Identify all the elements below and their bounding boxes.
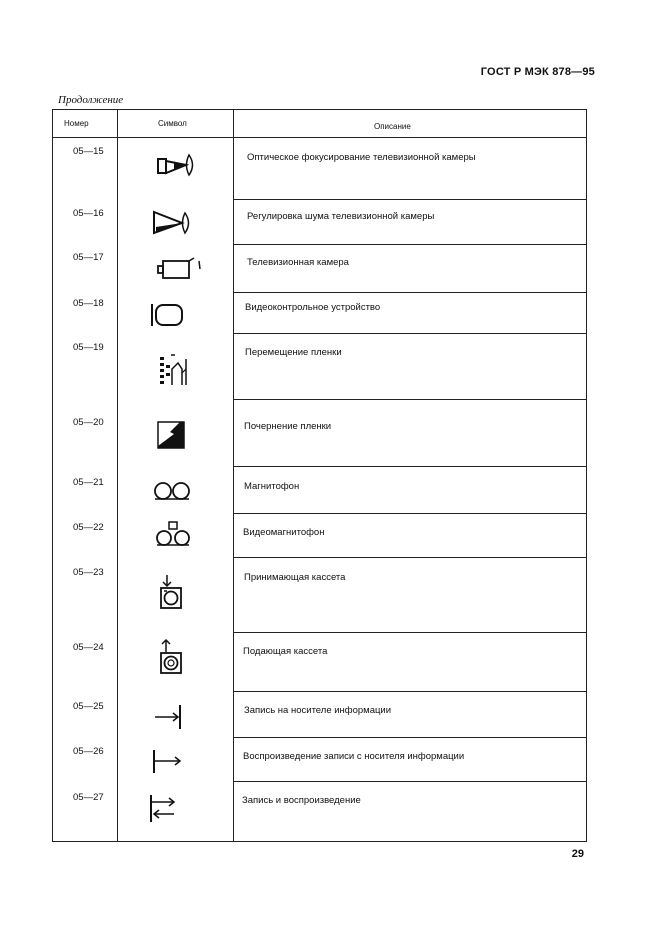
row-number: 05—22 [73, 522, 104, 533]
row-description: Принимающая кассета [244, 572, 346, 583]
row-description: Телевизионная камера [247, 257, 349, 268]
row-divider [233, 737, 587, 738]
column-header-number: Номер [64, 119, 89, 128]
row-divider [233, 399, 587, 400]
row-divider [233, 333, 587, 334]
supply-cassette-icon [158, 637, 184, 677]
standard-designation: ГОСТ Р МЭК 878—95 [480, 66, 595, 78]
symbols-table [52, 109, 587, 842]
row-number: 05—16 [73, 208, 104, 219]
video-recorder-icon [153, 520, 193, 548]
table-divider-number-symbol [117, 109, 118, 842]
row-divider [233, 513, 587, 514]
row-divider [233, 199, 587, 200]
playback-from-medium-icon [150, 747, 186, 775]
row-number: 05—23 [73, 567, 104, 578]
row-description: Перемещение пленки [245, 347, 342, 358]
row-divider [233, 781, 587, 782]
row-description: Оптическое фокусирование телевизионной камеры [247, 152, 476, 163]
film-movement-icon [158, 353, 194, 389]
table-divider-symbol-description [233, 109, 234, 842]
row-divider [233, 557, 587, 558]
film-blackening-icon [156, 420, 186, 450]
video-monitor-icon [149, 301, 185, 329]
row-divider [233, 691, 587, 692]
table-header-bottom [52, 137, 587, 138]
receiving-cassette-icon [158, 574, 184, 612]
row-number: 05—17 [73, 252, 104, 263]
row-description: Запись и воспроизведение [242, 795, 361, 806]
table-bottom-border [52, 841, 587, 842]
row-description: Видеомагнитофон [243, 527, 325, 538]
column-header-description: Описание [374, 122, 411, 131]
row-description: Запись на носителе информации [244, 705, 392, 716]
row-description: Магнитофон [244, 481, 300, 492]
row-divider [233, 466, 587, 467]
record-on-medium-icon [152, 703, 188, 731]
table-top-border [52, 109, 587, 110]
row-description: Подающая кассета [243, 646, 328, 657]
tape-recorder-icon [152, 479, 192, 501]
table-border-right [586, 109, 587, 842]
row-description: Почернение пленки [244, 421, 332, 432]
column-header-symbol: Символ [158, 119, 187, 128]
row-number: 05—27 [73, 792, 104, 803]
camera-optical-focus-icon [156, 151, 200, 179]
row-divider [233, 632, 587, 633]
row-number: 05—19 [73, 342, 104, 353]
row-divider [233, 292, 587, 293]
row-number: 05—20 [73, 417, 104, 428]
page-number: 29 [571, 848, 584, 860]
row-divider [233, 244, 587, 245]
row-number: 05—25 [73, 701, 104, 712]
row-number: 05—18 [73, 298, 104, 309]
continuation-label: Продолжение [58, 94, 124, 106]
row-description: Воспроизведение записи с носителя информации [243, 751, 465, 762]
table-border-left [52, 109, 53, 842]
camera-noise-adjust-icon [152, 209, 194, 237]
record-and-playback-icon [146, 792, 182, 824]
tv-camera-icon [156, 255, 204, 281]
row-number: 05—26 [73, 746, 104, 757]
row-description: Регулировка шума телевизионной камеры [247, 211, 435, 222]
row-number: 05—15 [73, 146, 104, 157]
row-number: 05—24 [73, 642, 104, 653]
row-description: Видеоконтрольное устройство [245, 302, 381, 313]
row-number: 05—21 [73, 477, 104, 488]
